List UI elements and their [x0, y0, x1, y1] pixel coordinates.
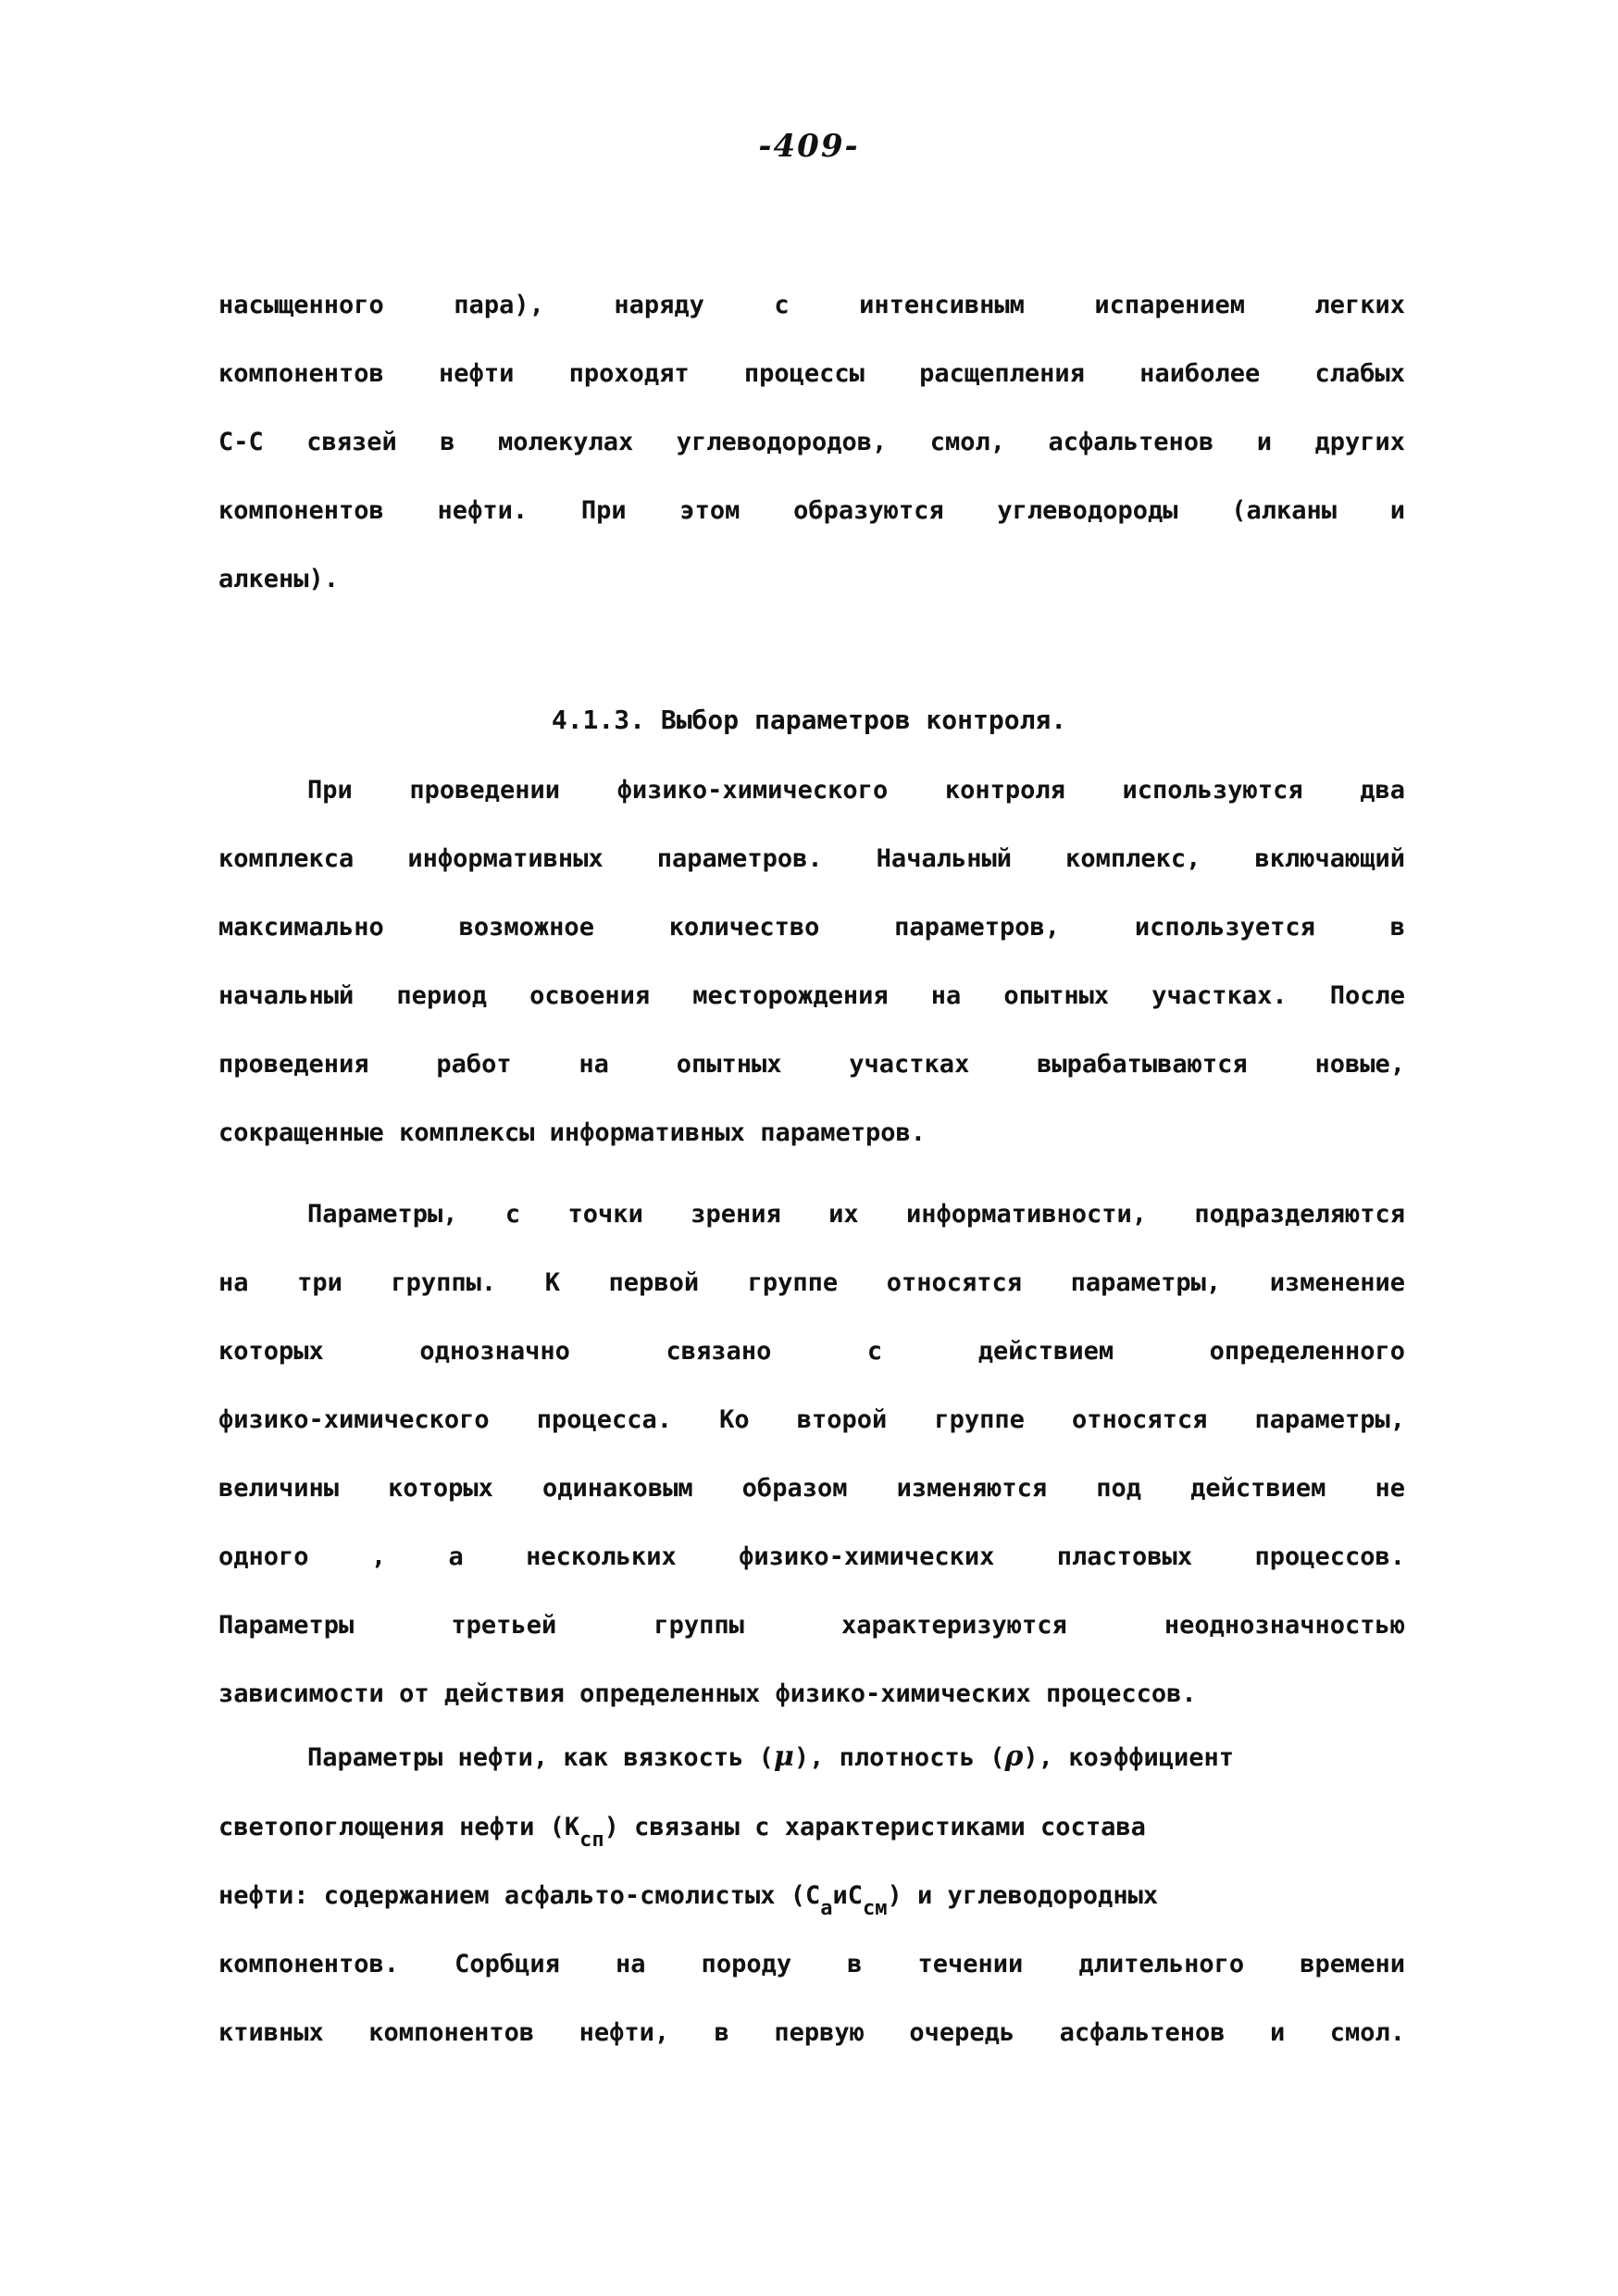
subscript: см [862, 1897, 888, 1920]
text-line: компонентов. Сорбция на породу в течении длительного времени [218, 1950, 1405, 1978]
text-line: комплекса информативных параметров. Начальный комплекс, включающий [218, 844, 1405, 873]
section-heading: 4.1.3. Выбор параметров контроля. [551, 705, 1067, 735]
text-line: алкены). [218, 565, 340, 593]
text-span: ), коэффициент [1023, 1743, 1234, 1772]
text-span: ) и углеводородных [887, 1881, 1159, 1910]
text-line: При проведении физико-химического контроля используются два [307, 776, 1405, 805]
text-line: компонентов нефти проходят процессы расщепления наиболее слабых [218, 359, 1405, 388]
text-span: ), плотность ( [793, 1743, 1005, 1772]
text-line: компонентов нефти. При этом образуются углеводороды (алканы и [218, 496, 1405, 525]
text-line: проведения работ на опытных участках вырабатываются новые, [218, 1050, 1405, 1079]
text-span: нефти: содержанием асфальто-смолистых (С [218, 1881, 821, 1910]
text-line: Параметры, с точки зрения их информативности, подразделяются [307, 1200, 1405, 1229]
subscript: сп [579, 1828, 604, 1852]
text-line: насыщенного пара), наряду с интенсивным испарением легких [218, 291, 1405, 319]
text-line: максимально возможное количество параметров, используется в [218, 913, 1405, 942]
text-line: С-С связей в молекулах углеводородов, смол, асфальтенов и других [218, 428, 1405, 456]
text-line: Параметры третьей группы характеризуются неоднозначностью [218, 1611, 1405, 1640]
text-line: величины которых одинаковым образом изменяются под действием не [218, 1474, 1405, 1503]
rho-symbol: ρ [1004, 1741, 1024, 1773]
text-line: ктивных компонентов нефти, в первую очередь асфальтенов и смол. [218, 2018, 1405, 2047]
text-span: ) связаны с характеристиками состава [604, 1813, 1146, 1841]
text-line [218, 1879, 1405, 1920]
text-span: иС [832, 1881, 863, 1910]
text-line: одного , а нескольких физико-химических пластовых процессов. [218, 1542, 1405, 1571]
subscript: а [820, 1897, 833, 1920]
text-line [307, 1741, 1405, 1774]
text-span: Параметры нефти, как вязкость ( [307, 1743, 774, 1772]
mu-symbol: μ [773, 1741, 794, 1773]
text-line: начальный период освоения месторождения на опытных участках. После [218, 981, 1405, 1010]
text-line: физико-химического процесса. Ко второй группе относятся параметры, [218, 1405, 1405, 1434]
text-line: которых однозначно связано с действием определенного [218, 1337, 1405, 1366]
text-line: на три группы. К первой группе относятся параметры, изменение [218, 1268, 1405, 1297]
page-number: -409- [758, 128, 860, 165]
text-line: зависимости от действия определенных физико-химических процессов. [218, 1679, 1197, 1708]
text-line: сокращенные комплексы информативных параметров. [218, 1118, 927, 1147]
text-span: светопоглощения нефти (К [218, 1813, 580, 1841]
text-line [218, 1811, 1405, 1852]
